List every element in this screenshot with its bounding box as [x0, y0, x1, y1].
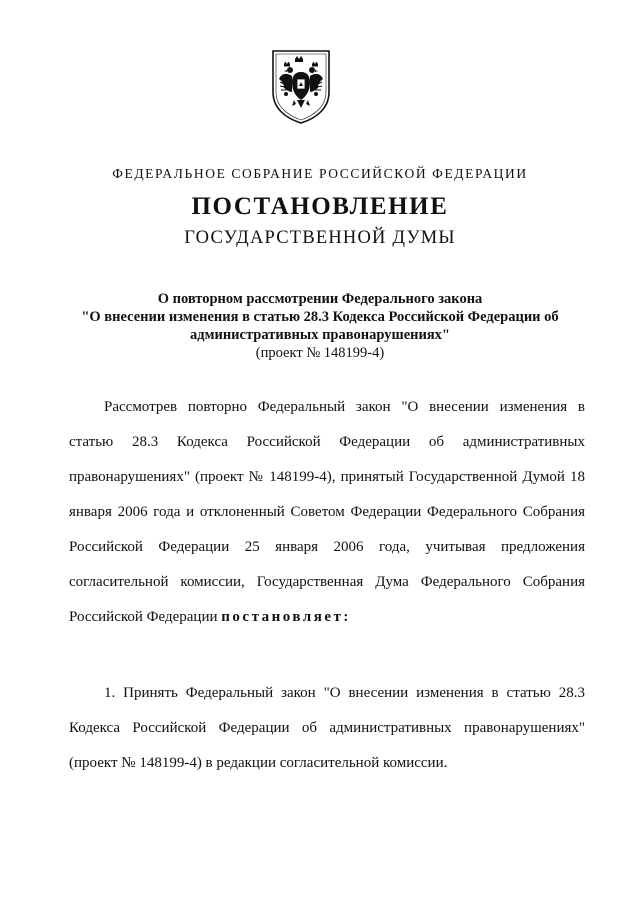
paragraph-line: Рассмотрев повторно Федеральный закон "О внесении изменения в — [104, 399, 585, 415]
paragraph-line: Российской Федерации 25 января 2006 года, учитывая предложения — [69, 539, 585, 555]
paragraph-line: января 2006 года и отклоненный Советом Федерации Федерального Собрания — [69, 504, 585, 520]
document-subject — [40, 290, 600, 362]
paragraph-line — [69, 608, 585, 626]
paragraph-line: (проект № 148199-4) в редакции согласительной комиссии. — [69, 755, 448, 771]
subject-line: административных правонарушениях" — [190, 327, 450, 343]
resolution-verb: постановляет: — [221, 609, 351, 625]
subject-line: О повторном рассмотрении Федерального закона — [157, 291, 483, 307]
paragraph-line: правонарушениях" (проект № 148199-4), принятый Государственной Думой 18 — [69, 469, 585, 485]
project-number: (проект № 148199-4) — [255, 345, 385, 361]
paragraph-text: Российской Федерации — [69, 609, 222, 625]
issuing-body-title: ФЕДЕРАЛЬНОЕ СОБРАНИЕ РОССИЙСКОЙ ФЕДЕРАЦИИ — [112, 166, 528, 181]
subject-line: "О внесении изменения в статью 28.3 Кодекса Российской Федерации об — [81, 309, 559, 325]
paragraph-line: статью 28.3 Кодекса Российской Федерации об административных — [69, 434, 585, 450]
coat-of-arms-icon — [270, 48, 332, 126]
document-type-title: ПОСТАНОВЛЕНИЕ — [191, 193, 449, 220]
paragraph-line: согласительной комиссии, Государственная Дума Федерального Собрания — [69, 574, 585, 590]
document-issuer-title: ГОСУДАРСТВЕННОЙ ДУМЫ — [184, 228, 456, 248]
resolution-item-1: 1. Принять Федеральный закон "О внесении изменения в статью 28.3 — [104, 685, 585, 701]
paragraph-line: Кодекса Российской Федерации об административных правонарушениях" — [69, 720, 585, 736]
